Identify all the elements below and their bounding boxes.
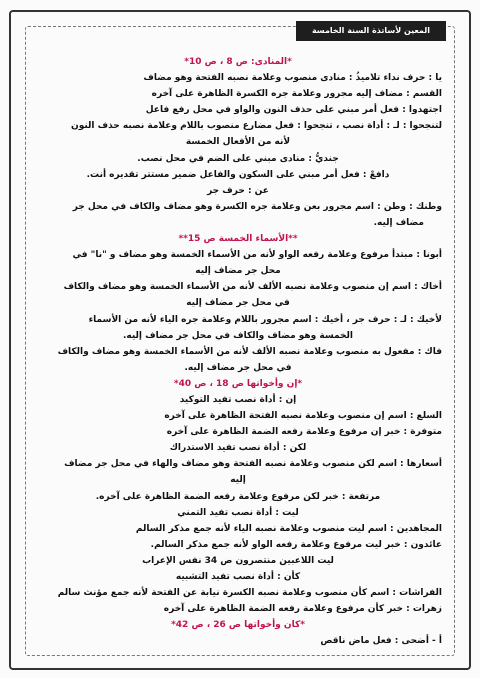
text-line: مرتفعة : خبر لكن مرفوع وعلامة رفعه الضمة الظاهرة على آخره. [95,491,381,502]
section-title: *المنادى: ص 8 ، ص 10* [184,57,292,67]
text-line: اجتهدوا : فعل أمر مبني على حذف النون والواو في محل رفع فاعل [145,105,442,116]
text-line: عن : حرف جر [207,185,269,196]
document-body [34,54,442,649]
text-line: زهرات : خبر كأن مرفوع وعلامة رفعه الضمة الظاهرة على آخره [163,604,442,615]
text-line: فاك : مفعول به منصوب وعلامة نصبه الألف لأنه من الأسماء الخمسة وهو مضاف والكاف [57,346,442,357]
text-line: دافعْ : فعل أمر مبني على السكون والفاعل ضمير مستتر تقديره أنت. [86,169,390,180]
text-line: أبونا : مبتدأ مرفوع وعلامة رفعه الواو لأنه من الأسماء الخمسة وهو مضاف و "نا" في [72,250,442,261]
text-line: أسعارها : اسم لكن منصوب وعلامة نصبه الفتحة وهو مضاف والهاء في محل جر مضاف [64,459,442,470]
text-line: وطنك : وطن : اسم مجرور بعن وعلامة جره الكسرة وهو مضاف والكاف في محل جر [72,201,442,212]
text-line: لتنجحوا : لـ : أداة نصب ، تنجحوا : فعل مضارع منصوب باللام وعلامة نصبه حذف النون [71,121,442,132]
text-line: أ - أضحى : فعل ماض ناقص [320,636,442,647]
header-banner: المعين لأساتذة السنة الخامسة [296,21,446,41]
text-line: عائدون : خبر ليت مرفوع وعلامة رفعه الواو لأنه جمع مذكر السالم. [150,539,442,550]
text-line: متوفرة : خبر إن مرفوع وعلامة رفعه الضمة الظاهرة على آخره [166,427,442,438]
section-title: **الأسماء الخمسة ص 15** [178,234,298,245]
section-title: *إن وأخواتها ص 18 ، ص 40* [173,378,303,389]
text-line: جنديُّ : منادى مبني على الضم في محل نصب. [137,153,339,164]
text-line: القسم : مضاف إليه مجرور وعلامة جره الكسرة الظاهرة على آخره [151,89,442,100]
text-line: مضاف إليه. [373,217,424,228]
text-line: لكن : أداة نصب تفيد الاستدراك [169,443,307,454]
text-line: إليه [230,475,246,486]
text-line: ليت اللاعبين منتصرون ص 34 نفس الإعراب [142,555,334,566]
text-line: الفراشات : اسم كأن منصوب وعلامة نصبه الكسرة نيابة عن الفتحة لأنه جمع مؤنث سالم [57,588,442,599]
text-line: في محل جر مضاف إليه. [184,362,292,373]
text-line: يا : حرف نداء تلاميذُ : منادى منصوب وعلامة نصبه الفتحة وهو مضاف [143,73,442,84]
text-line: السلع : اسم إن منصوب وعلامة نصبه الفتحة الظاهرة على آخره [164,411,442,422]
text-line: كأن : أداة نصب تفيد التشبيه [175,572,301,582]
text-line: محل جر مضاف إليه [195,266,281,277]
text-line: الخمسة وهو مضاف والكاف في محل جر مضاف إليه. [122,330,353,341]
text-line: أخاك : اسم إن منصوب وعلامة نصبه الألف لأنه من الأسماء الخمسة وهو مضاف والكاف [63,282,442,293]
text-line: ليت : أداة نصب تفيد التمني [177,507,299,518]
text-line: لأخيك : لـ : حرف جر ، أخيك : اسم مجرور باللام وعلامة جره الياء لأنه من الأسماء [88,314,442,325]
section-title: *كان وأخواتها ص 26 ، ص 42* [171,620,305,631]
text-line: إن : أداة نصب تفيد التوكيد [179,394,297,405]
text-line: المجاهدين : اسم ليت منصوب وعلامة نصبه الياء لأنه جمع مذكر السالم [135,523,442,534]
text-line: لأنه من الأفعال الخمسة [185,137,291,148]
text-line: في محل جر مضاف إليه [186,298,290,309]
